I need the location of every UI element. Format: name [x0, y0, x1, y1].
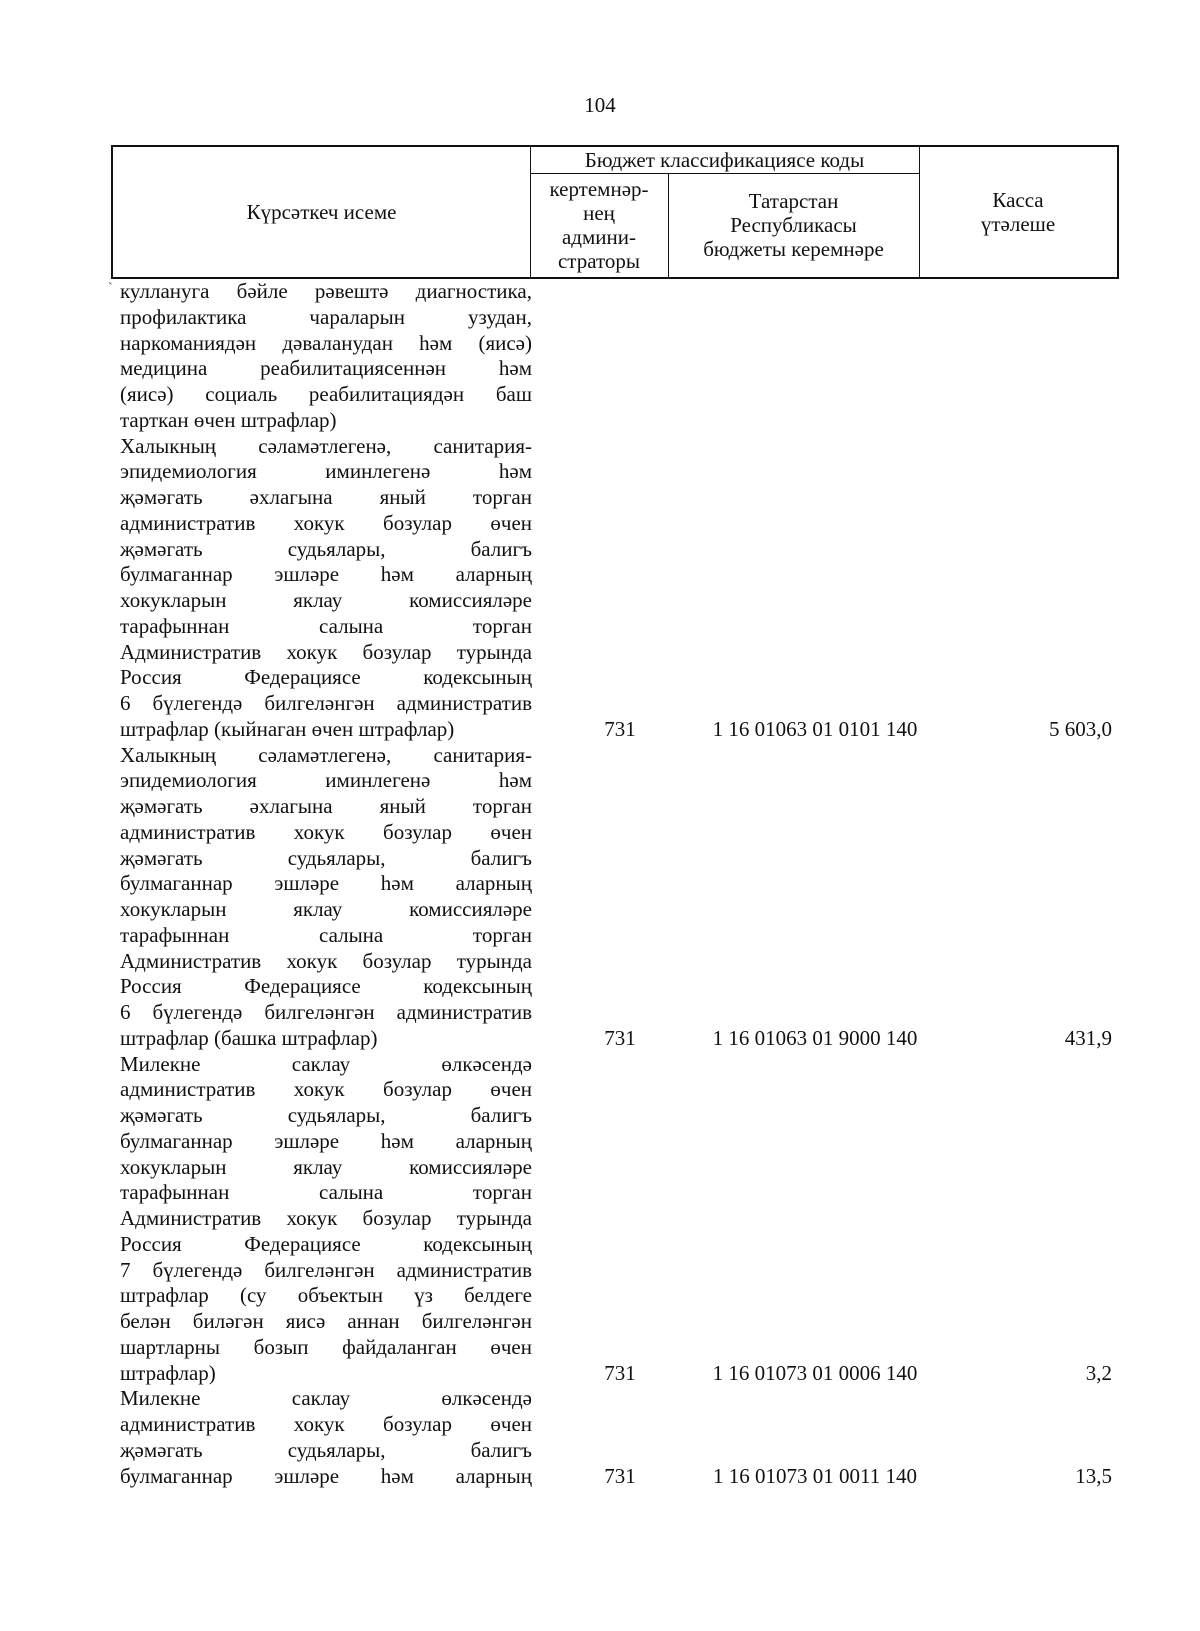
- table-header: [111, 145, 1119, 279]
- description-line: медицина реабилитациясеннән һәм: [120, 356, 532, 381]
- administrator-code: 731: [604, 1360, 636, 1385]
- description-line: җәмәгать судьялары, балигъ: [120, 1437, 532, 1462]
- description-line: профилактика чараларын узудан,: [120, 304, 532, 329]
- description-line: штрафлар): [120, 1360, 216, 1385]
- revenue-code: 1 16 01073 01 0011 140: [713, 1463, 917, 1488]
- cash-amount: 13,5: [1075, 1463, 1112, 1488]
- indicator-description: [120, 1386, 532, 1489]
- description-line: Административ хокук бозулар турында: [120, 1206, 532, 1230]
- description-line: хокукларын яклау комиссияләре: [120, 588, 532, 612]
- description-line: кулланугa бәйле рәвештә диагностика,: [120, 279, 532, 303]
- indicator-description: [120, 279, 532, 434]
- administrator-code: 731: [604, 1463, 636, 1488]
- description-line: булмаганнар эшләре һәм аларның: [120, 562, 532, 587]
- description-line: Административ хокук бозулар турында: [120, 639, 532, 664]
- description-line: 6 бүлегендә билгеләнгән административ: [120, 1000, 532, 1024]
- indicator-description: [120, 434, 532, 743]
- revenue-code: 1 16 01073 01 0006 140: [712, 1360, 918, 1385]
- description-line: тарафыннан салына торган: [120, 922, 532, 947]
- header-budget-classification: Бюджет классификациясе коды: [584, 148, 865, 172]
- table-row: [0, 279, 1200, 434]
- indicator-description: [120, 1052, 532, 1387]
- description-line: административ хокук бозулар өчен: [120, 1412, 532, 1436]
- description-line: тарткан өчен штрафлар): [120, 407, 337, 432]
- description-line: тарафыннан салына торган: [120, 613, 532, 638]
- description-line: җәмәгать судьялары, балигъ: [120, 1103, 532, 1127]
- description-line: 7 бүлегендә билгеләнгән административ: [120, 1257, 532, 1282]
- description-line: җәмәгать судьялары, балигъ: [120, 845, 532, 870]
- table-body: [0, 279, 1200, 1489]
- description-line: штрафлар (су объектын үз белдеге: [120, 1283, 532, 1308]
- description-line: штрафлар (башка штрафлар): [120, 1025, 378, 1050]
- description-line: Милекне саклау өлкәсендә: [120, 1386, 532, 1411]
- description-line: җәмәгать әхлагына яный торган: [120, 485, 532, 509]
- description-line: Россия Федерациясе кодексының: [120, 665, 532, 690]
- description-line: белән биләгән яисә аннан билгеләнгән: [120, 1309, 532, 1333]
- description-line: булмаганнар эшләре һәм аларның: [120, 871, 532, 896]
- cash-amount: 3,2: [1085, 1360, 1112, 1385]
- description-line: Административ хокук бозулар турында: [120, 948, 532, 973]
- scan-mark: ˋ: [108, 281, 113, 296]
- description-line: эпидемиология иминлегенә һәм: [120, 459, 532, 484]
- description-line: булмаганнар эшләре һәм аларның: [120, 1128, 532, 1153]
- table-row: [0, 1052, 1200, 1387]
- description-line: наркоманиядән дәваланудан һәм (яисә): [120, 330, 532, 355]
- indicator-description: [120, 743, 532, 1052]
- description-line: Халыкның сәламәтлегенә, санитария-: [120, 742, 532, 767]
- page-number: 104: [584, 93, 616, 117]
- description-line: эпидемиология иминлегенә һәм: [120, 768, 532, 793]
- description-line: 6 бүлегендә билгеләнгән административ: [120, 691, 532, 715]
- description-line: Милекне саклау өлкәсендә: [120, 1051, 532, 1076]
- revenue-code: 1 16 01063 01 0101 140: [712, 716, 918, 741]
- header-indicator-name: Күрсәткеч исеме: [246, 200, 397, 224]
- description-line: шартларны бозып файдаланган өчен: [120, 1334, 532, 1359]
- description-line: административ хокук бозулар өчен: [120, 819, 532, 844]
- table-row: [0, 743, 1200, 1052]
- table-row: [0, 434, 1200, 743]
- description-line: Халыкның сәламәтлегенә, санитария-: [120, 433, 532, 458]
- description-line: җәмәгать судьялары, балигъ: [120, 536, 532, 561]
- cash-amount: 431,9: [1064, 1025, 1112, 1050]
- description-line: хокукларын яклау комиссияләре: [120, 1154, 532, 1179]
- description-line: булмаганнар эшләре һәм аларның: [120, 1463, 532, 1488]
- description-line: административ хокук бозулар өчен: [120, 510, 532, 535]
- description-line: административ хокук бозулар өчен: [120, 1077, 532, 1102]
- description-line: штрафлар (кыйнаган өчен штрафлар): [120, 716, 455, 741]
- administrator-code: 731: [604, 1025, 636, 1050]
- header-republic-revenues: Татарстан Республикасы бюджеты керемнәре: [703, 189, 884, 261]
- administrator-code: 731: [604, 716, 636, 741]
- description-line: хокукларын яклау комиссияләре: [120, 897, 532, 921]
- description-line: җәмәгать әхлагына яный торган: [120, 794, 532, 818]
- description-line: тарафыннан салына торган: [120, 1180, 532, 1205]
- table-row: [0, 1386, 1200, 1489]
- header-administrators: кертемнәр- нең админи- страторы: [549, 177, 649, 273]
- description-line: (яисә) социаль реабилитациядән баш: [120, 382, 532, 406]
- description-line: Россия Федерациясе кодексының: [120, 974, 532, 999]
- header-cash-execution: Касса үтәлеше: [980, 188, 1056, 236]
- revenue-code: 1 16 01063 01 9000 140: [712, 1025, 918, 1050]
- cash-amount: 5 603,0: [1049, 716, 1112, 741]
- description-line: Россия Федерациясе кодексының: [120, 1231, 532, 1256]
